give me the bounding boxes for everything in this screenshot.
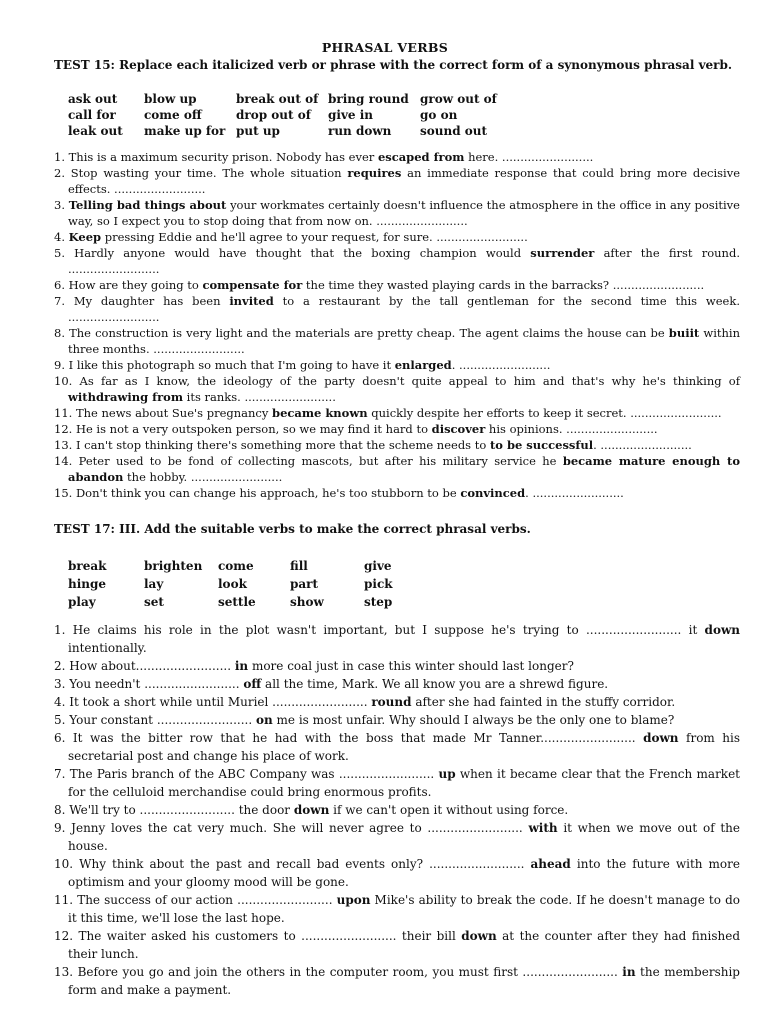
word-bank-entry: bring round [328, 92, 409, 106]
word-bank-entry: call for [68, 108, 116, 122]
keyword-text: Keep [68, 230, 102, 244]
item-text: 4. [54, 230, 69, 244]
test-15-heading: TEST 15: Replace each italicized verb or phrase with the correct form of a synonymous phrasal verb. [54, 58, 733, 72]
keyword-text: convinced [460, 486, 526, 500]
word-bank-entry: step [364, 595, 393, 609]
exercise-item [54, 277, 740, 293]
keyword-text: down [643, 731, 679, 745]
item-text: 11. The success of our action ......................... [54, 893, 337, 907]
exercise-item [54, 657, 740, 675]
item-text: 3. [54, 198, 69, 212]
word-bank-entry: brighten [144, 559, 203, 573]
word-bank-entry: run down [328, 124, 392, 138]
item-text: 10. Why think about the past and recall bad events only? ......................... [54, 857, 531, 871]
word-bank-entry: show [290, 595, 324, 609]
keyword-text: in [234, 659, 249, 673]
test-17-items [54, 621, 740, 999]
exercise-item [54, 405, 740, 421]
exercise-item [54, 765, 740, 801]
test-15-section [54, 57, 740, 501]
keyword-text: escaped from [377, 150, 465, 164]
exercise-item [54, 801, 740, 819]
keyword-text: ahead [530, 857, 571, 871]
item-text: all the time, Mark. We all know you are a shrewd figure. [261, 677, 609, 691]
keyword-text: on [256, 713, 273, 727]
keyword-text: down [293, 803, 330, 817]
item-text: 9. Jenny loves the cat very much. She will never agree to ......................... [54, 821, 529, 835]
item-text: 7. The Paris branch of the ABC Company was ......................... [54, 767, 439, 781]
keyword-text: compensate for [202, 278, 303, 292]
item-text: after the first round. ......................... [68, 246, 740, 276]
exercise-item [54, 229, 740, 245]
test-17-section [54, 521, 740, 999]
item-text: within three months. ......................... [68, 326, 740, 356]
item-text: the membership form and make a payment. [68, 965, 740, 997]
keyword-text: requires [347, 166, 402, 180]
item-text: 14. Peter used to be fond of collecting mascots, but after his military service he [54, 454, 563, 468]
word-bank-entry: break [68, 559, 107, 573]
word-bank-entry: drop out of [236, 108, 311, 122]
keyword-text: in [622, 965, 636, 979]
exercise-item [54, 373, 740, 405]
item-text: his opinions. ......................... [485, 422, 658, 436]
keyword-text: discover [431, 422, 486, 436]
keyword-text: invited [229, 294, 274, 308]
keyword-text: became mature enough to abandon [68, 454, 740, 484]
item-text: 5. Your constant ......................... [54, 713, 256, 727]
keyword-text: down [704, 623, 740, 637]
exercise-item [54, 165, 740, 197]
word-bank-entry: come [218, 559, 254, 573]
exercise-item [54, 325, 740, 357]
item-text: 1. He claims his role in the plot wasn't important, but I suppose he's trying to ......................... it [54, 623, 705, 637]
page-title: PHRASAL VERBS [321, 40, 449, 55]
item-text: when it became clear that the French market for the celluloid merchandise could bring enormous profits. [68, 767, 740, 799]
exercise-item [54, 855, 740, 891]
item-text: the time they wasted playing cards in the barracks? ......................... [302, 278, 705, 292]
exercise-item [54, 891, 740, 927]
keyword-text: surrender [530, 246, 595, 260]
item-text: 4. It took a short while until Muriel ......................... [54, 695, 372, 709]
item-text: 13. Before you go and join the others in the computer room, you must first ......................... [54, 965, 623, 979]
exercise-item [54, 197, 740, 229]
exercise-item [54, 357, 740, 373]
item-text: if we can't open it without using force. [329, 803, 569, 817]
keyword-text: off [243, 677, 262, 691]
word-bank-entry: go on [420, 108, 458, 122]
exercise-item [54, 693, 740, 711]
item-text: . ......................... [451, 358, 551, 372]
exercise-item [54, 819, 740, 855]
exercise-item [54, 485, 740, 501]
item-text: me is most unfair. Why should I always be the only one to blame? [272, 713, 675, 727]
item-text: intentionally. [68, 641, 147, 655]
item-text: quickly despite her efforts to keep it secret. ......................... [367, 406, 722, 420]
word-bank-entry: make up for [144, 124, 226, 138]
exercise-item [54, 927, 740, 963]
item-text: from his secretarial post and change his place of work. [68, 731, 740, 763]
word-bank-entry: blow up [144, 92, 197, 106]
test-17-word-bank [68, 557, 740, 611]
item-text: into the future with more optimism and your gloomy mood will be gone. [68, 857, 740, 889]
keyword-text: enlarged [394, 358, 452, 372]
word-bank-entry: fill [290, 559, 308, 573]
item-text: here. ......................... [464, 150, 594, 164]
word-bank-entry: give in [328, 108, 374, 122]
item-text: 11. The news about Sue's pregnancy [54, 406, 273, 420]
word-bank-entry: lay [144, 577, 164, 591]
item-text: 6. It was the bitter row that he had with the boss that made Mr Tanner......................... [54, 731, 644, 745]
item-text: 13. I can't stop thinking there's something more that the scheme needs to [54, 438, 490, 452]
keyword-text: up [438, 767, 456, 781]
keyword-text: upon [336, 893, 371, 907]
exercise-item [54, 675, 740, 693]
item-text: pressing Eddie and he'll agree to your request, for sure. ......................... [101, 230, 528, 244]
item-text: its ranks. ......................... [183, 390, 336, 404]
word-bank-entry: part [290, 577, 319, 591]
item-text: . ......................... [525, 486, 624, 500]
word-bank-entry: set [144, 595, 164, 609]
exercise-item [54, 453, 740, 485]
item-text: 7. My daughter has been [54, 294, 230, 308]
item-text: . ......................... [593, 438, 692, 452]
exercise-item [54, 149, 740, 165]
item-text: 9. I like this photograph so much that I'm going to have it [54, 358, 395, 372]
item-text: to a restaurant by the tall gentleman for the second time this week. ......................... [68, 294, 740, 324]
keyword-text: Telling bad things about [68, 198, 227, 212]
word-bank-entry: grow out of [420, 92, 497, 106]
item-text: after she had fainted in the stuffy corridor. [411, 695, 676, 709]
test-17-heading: TEST 17: III. Add the suitable verbs to make the correct phrasal verbs. [54, 522, 531, 536]
item-text: 6. How are they going to [54, 278, 203, 292]
exercise-item [54, 293, 740, 325]
test-15-word-bank [68, 91, 740, 139]
word-bank-entry: settle [218, 595, 256, 609]
item-text: an immediate response that could bring more decisive effects. ......................... [68, 166, 740, 196]
word-bank-entry: look [218, 577, 247, 591]
item-text: it when we move out of the house. [68, 821, 740, 853]
word-bank-entry: put up [236, 124, 280, 138]
exercise-item [54, 729, 740, 765]
word-bank-entry: leak out [68, 124, 123, 138]
item-text: 5. Hardly anyone would have thought that the boxing champion would [54, 246, 531, 260]
word-bank-entry: break out of [236, 92, 319, 106]
item-text: 15. Don't think you can change his approach, he's too stubborn to be [54, 486, 461, 500]
word-bank-entry: pick [364, 577, 393, 591]
keyword-text: withdrawing from [68, 390, 184, 404]
item-text: 2. How about......................... [54, 659, 235, 673]
exercise-item [54, 621, 740, 657]
item-text: your workmates certainly doesn't influence the atmosphere in the office in any positive way, so I expect you to stop doing that from now on. ......................... [68, 198, 740, 228]
word-bank-entry: hinge [68, 577, 107, 591]
test-15-items [54, 149, 740, 501]
word-bank-entry: ask out [68, 92, 118, 106]
item-text: Mike's ability to break the code. If he doesn't manage to do it this time, we'll lose the last hope. [68, 893, 740, 925]
item-text: 12. He is not a very outspoken person, so we may find it hard to [54, 422, 432, 436]
item-text: 8. The construction is very light and the materials are pretty cheap. The agent claims the house can be [54, 326, 669, 340]
item-text: 3. You needn't ......................... [54, 677, 244, 691]
keyword-text: buiit [668, 326, 700, 340]
word-bank-entry: sound out [420, 124, 488, 138]
keyword-text: down [461, 929, 497, 943]
item-text: 12. The waiter asked his customers to ......................... their bill [54, 929, 462, 943]
exercise-item [54, 245, 740, 277]
exercise-item [54, 421, 740, 437]
item-text: at the counter after they had finished their lunch. [68, 929, 741, 961]
item-text: 8. We'll try to ......................... the door [54, 803, 294, 817]
item-text: 1. This is a maximum security prison. Nobody has ever [54, 150, 378, 164]
item-text: 10. As far as I know, the ideology of the party doesn't quite appeal to him and that's why he's thinking of [54, 374, 740, 388]
keyword-text: to be successful [489, 438, 594, 452]
item-text: the hobby. ......................... [123, 470, 283, 484]
keyword-text: round [371, 695, 412, 709]
word-bank-entry: give [364, 559, 392, 573]
exercise-item [54, 437, 740, 453]
exercise-item [54, 963, 740, 999]
item-text: more coal just in case this winter should last longer? [248, 659, 574, 673]
word-bank-entry: play [68, 595, 96, 609]
item-text: 2. Stop wasting your time. The whole situation [54, 166, 348, 180]
exercise-item [54, 711, 740, 729]
word-bank-entry: come off [144, 108, 202, 122]
keyword-text: became known [272, 406, 368, 420]
keyword-text: with [528, 821, 558, 835]
